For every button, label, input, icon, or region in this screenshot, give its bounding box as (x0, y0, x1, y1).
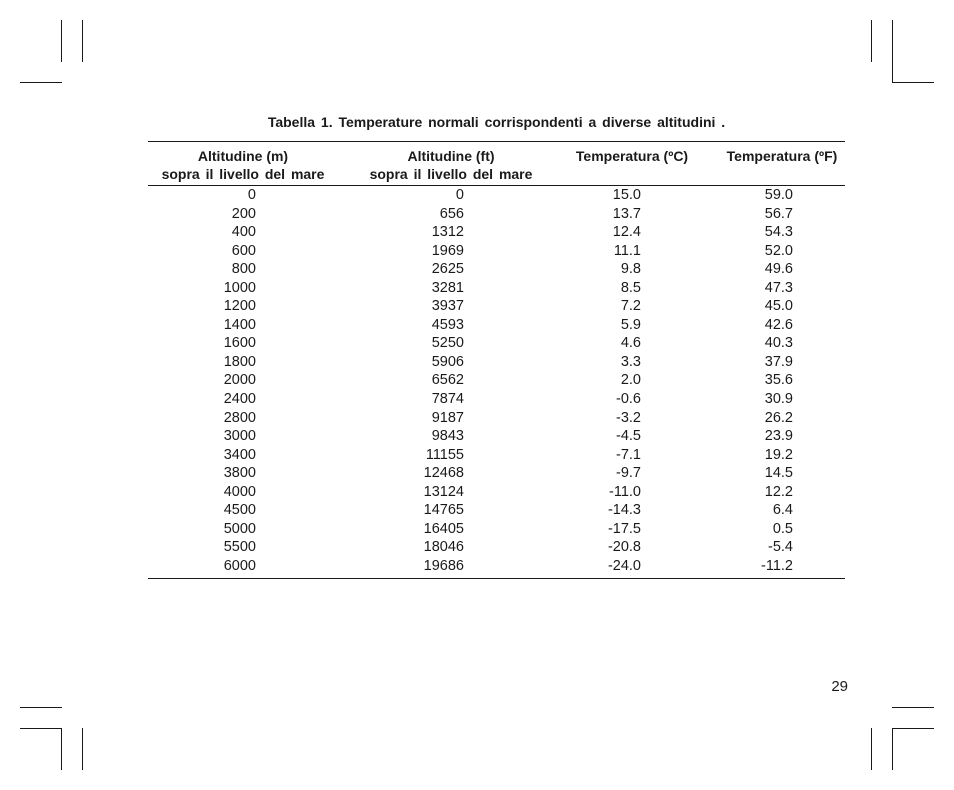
table-top-rule (148, 141, 845, 142)
cell-temp-c: 2.0 (620, 372, 641, 389)
cell-altitude-ft: 1969 (431, 242, 464, 259)
crop-mark (61, 20, 62, 62)
table-row (148, 279, 845, 298)
cell-temp-c: 9.8 (620, 261, 641, 278)
cell-temp-c: 7.2 (620, 298, 641, 315)
cell-temp-c: 8.5 (620, 279, 641, 296)
table-row (148, 390, 845, 409)
cell-altitude-ft: 4593 (431, 316, 464, 333)
table-row (148, 409, 845, 428)
table-row (148, 483, 845, 502)
cell-altitude-m: 3000 (223, 428, 256, 445)
cell-altitude-ft: 1312 (431, 224, 464, 241)
cell-temp-f: 0.5 (772, 520, 793, 537)
cell-altitude-m: 4000 (223, 483, 256, 500)
cell-temp-f: 14.5 (764, 465, 793, 482)
cell-temp-f: 35.6 (764, 372, 793, 389)
cell-temp-f: 56.7 (764, 205, 793, 222)
cell-altitude-m: 800 (231, 261, 256, 278)
cell-altitude-ft: 13124 (423, 483, 464, 500)
cell-altitude-ft: 2625 (431, 261, 464, 278)
header-altitude-ft-sub: sopra il livello del mare (369, 166, 533, 182)
table-row (148, 538, 845, 557)
crop-mark (20, 707, 62, 708)
crop-mark (892, 707, 934, 708)
cell-altitude-m: 3400 (223, 446, 256, 463)
table-row (148, 297, 845, 316)
page-number: 29 (831, 678, 848, 695)
cell-altitude-ft: 12468 (423, 465, 464, 482)
cell-temp-c: 4.6 (620, 335, 641, 352)
cell-altitude-ft: 0 (455, 187, 464, 203)
cell-altitude-ft: 5250 (431, 335, 464, 352)
cell-altitude-m: 6000 (223, 557, 256, 574)
cell-altitude-m: 200 (231, 205, 256, 222)
cell-altitude-ft: 9843 (431, 428, 464, 445)
cell-temp-c: 13.7 (612, 205, 641, 222)
cell-temp-c: -9.7 (616, 465, 641, 482)
cell-temp-f: -5.4 (768, 539, 793, 556)
cell-temp-c: 15.0 (612, 187, 641, 203)
header-temp-c-title: Temperatura (ºC) (575, 148, 689, 164)
table-row (148, 557, 845, 576)
cell-temp-c: -0.6 (616, 391, 641, 408)
cell-temp-f: 47.3 (764, 279, 793, 296)
crop-mark (20, 728, 62, 729)
cell-altitude-ft: 18046 (423, 539, 464, 556)
cell-altitude-m: 1400 (223, 316, 256, 333)
cell-altitude-m: 400 (231, 224, 256, 241)
crop-mark (892, 82, 934, 83)
table-caption: Tabella 1. Temperature normali corrispondenti a diverse altitudini . (267, 114, 726, 130)
table-row (148, 371, 845, 390)
cell-temp-f: 49.6 (764, 261, 793, 278)
cell-temp-c: 11.1 (613, 242, 641, 259)
cell-temp-c: 12.4 (612, 224, 641, 241)
header-temp-f-title: Temperatura (ºF) (726, 148, 838, 164)
cell-temp-f: 26.2 (764, 409, 793, 426)
cell-temp-c: -24.0 (607, 557, 641, 574)
table-row (148, 186, 845, 205)
cell-temp-c: 3.3 (620, 353, 641, 370)
cell-altitude-ft: 16405 (423, 520, 464, 537)
cell-altitude-ft: 14765 (423, 502, 464, 519)
cell-altitude-ft: 7874 (431, 391, 464, 408)
cell-temp-c: -14.3 (607, 502, 641, 519)
cell-temp-f: 52.0 (764, 242, 793, 259)
cell-altitude-ft: 6562 (431, 372, 464, 389)
cell-temp-f: 40.3 (764, 335, 793, 352)
cell-altitude-ft: 3937 (431, 298, 464, 315)
cell-altitude-m: 2400 (223, 391, 256, 408)
cell-altitude-m: 5500 (223, 539, 256, 556)
crop-mark (892, 728, 934, 729)
header-altitude-ft (355, 147, 547, 183)
cell-temp-f: 19.2 (764, 446, 793, 463)
table-row (148, 427, 845, 446)
cell-temp-c: -4.5 (616, 428, 641, 445)
table-row (148, 353, 845, 372)
cell-temp-c: 5.9 (620, 316, 641, 333)
table-row (148, 446, 845, 465)
cell-temp-f: 45.0 (764, 298, 793, 315)
cell-temp-c: -20.8 (607, 539, 641, 556)
cell-temp-c: -3.2 (616, 409, 641, 426)
table-row (148, 316, 845, 335)
cell-altitude-m: 1200 (223, 298, 256, 315)
cell-temp-f: -11.2 (761, 557, 793, 574)
crop-mark (61, 728, 62, 770)
table-row (148, 501, 845, 520)
cell-temp-f: 6.4 (772, 502, 793, 519)
crop-mark (892, 728, 893, 770)
header-altitude-m (148, 147, 338, 183)
cell-altitude-m: 1000 (223, 279, 256, 296)
cell-altitude-m: 1800 (223, 353, 256, 370)
header-altitude-ft-title: Altitudine (ft) (407, 148, 495, 164)
cell-temp-c: -17.5 (607, 520, 641, 537)
table-row (148, 334, 845, 353)
cell-altitude-ft: 9187 (431, 409, 464, 426)
header-temp-c (562, 147, 702, 165)
cell-temp-f: 23.9 (764, 428, 793, 445)
cell-altitude-m: 0 (247, 187, 256, 203)
cell-temp-f: 12.2 (764, 483, 793, 500)
crop-mark (82, 20, 83, 62)
table-bottom-rule (148, 578, 845, 579)
header-altitude-m-title: Altitudine (m) (197, 148, 289, 164)
cell-altitude-m: 5000 (223, 520, 256, 537)
table-row (148, 520, 845, 539)
cell-altitude-m: 600 (231, 242, 256, 259)
crop-mark (871, 728, 872, 770)
crop-mark (82, 728, 83, 770)
table-row (148, 260, 845, 279)
crop-mark (871, 20, 872, 62)
cell-altitude-m: 3800 (223, 465, 256, 482)
table-row (148, 205, 845, 224)
cell-altitude-ft: 656 (439, 205, 464, 222)
cell-altitude-m: 1600 (223, 335, 256, 352)
header-temp-f (712, 147, 852, 165)
table-row (148, 223, 845, 242)
table-row (148, 464, 845, 483)
cell-temp-f: 54.3 (764, 224, 793, 241)
cell-temp-c: -7.1 (616, 446, 641, 463)
table-row (148, 242, 845, 261)
cell-temp-f: 59.0 (764, 187, 793, 203)
cell-altitude-ft: 5906 (431, 353, 464, 370)
crop-mark (20, 82, 62, 83)
cell-temp-f: 37.9 (764, 353, 793, 370)
table-body (148, 186, 845, 575)
cell-altitude-ft: 19686 (423, 557, 464, 574)
cell-altitude-m: 2800 (223, 409, 256, 426)
cell-altitude-m: 2000 (223, 372, 256, 389)
cell-altitude-ft: 11155 (425, 446, 464, 463)
cell-altitude-ft: 3281 (431, 279, 464, 296)
cell-temp-f: 30.9 (764, 391, 793, 408)
cell-temp-f: 42.6 (764, 316, 793, 333)
cell-temp-c: -11.0 (609, 483, 641, 500)
header-altitude-m-sub: sopra il livello del mare (161, 166, 325, 182)
cell-altitude-m: 4500 (223, 502, 256, 519)
crop-mark (892, 20, 893, 82)
